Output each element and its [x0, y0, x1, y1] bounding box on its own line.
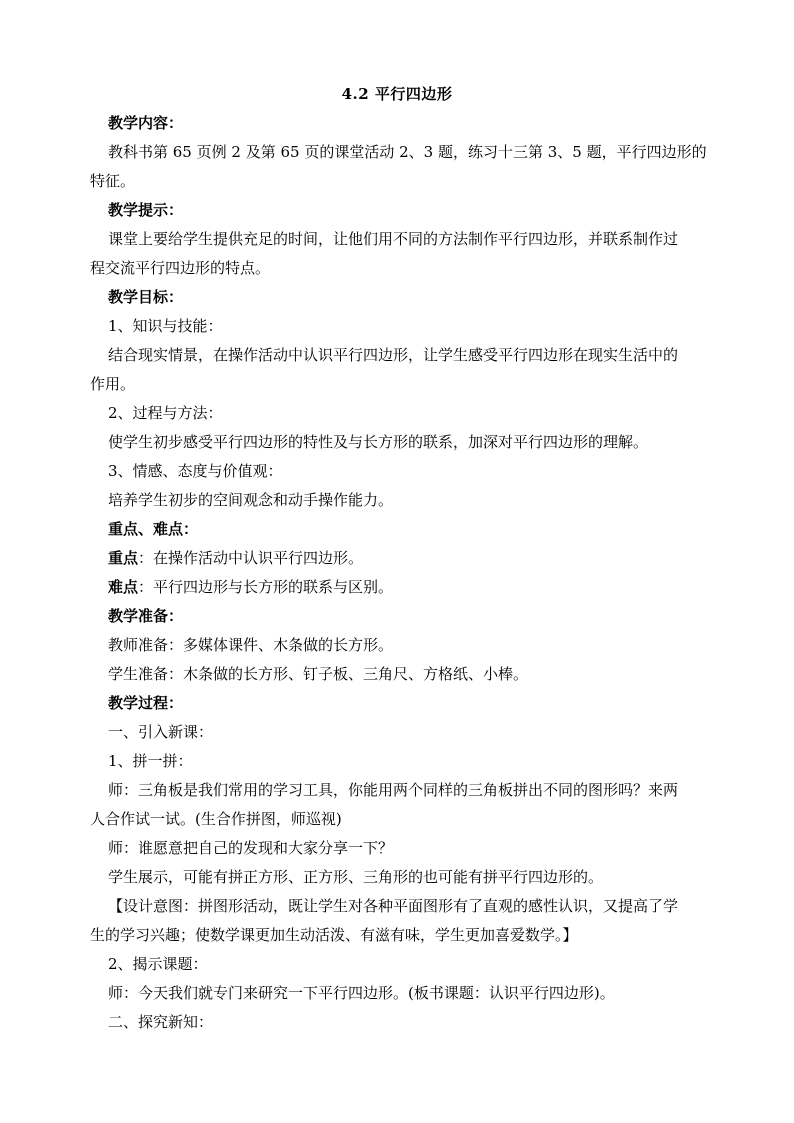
- prep-teacher: 教师准备：多媒体课件、木条做的长方形。: [108, 636, 394, 654]
- key-text: ：在操作活动中认识平行四边形。: [138, 549, 364, 567]
- key-heading: 重点、难点：: [108, 520, 199, 538]
- goal1-text-2: 作用。: [90, 375, 136, 393]
- teacher-line-1b: 人合作试一试。(生合作拼图，师巡视): [90, 810, 342, 828]
- step1-sub1: 1、拼一拼：: [108, 752, 193, 770]
- goal2-text: 使学生初步感受平行四边形的特性及与长方形的联系，加深对平行四边形的理解。: [108, 433, 649, 451]
- step1-sub2: 2、揭示课题：: [108, 955, 208, 973]
- content-text-1: 教科书第 65 页例 2 及第 65 页的课堂活动 2、3 题，练习十三第 3、5 题，平行四边形的: [108, 143, 707, 161]
- design-intent-1: 【设计意图：拼图形活动，既让学生对各种平面图形有了直观的感性认识，又提高了学: [108, 897, 679, 915]
- goal2-title: 2、过程与方法：: [108, 404, 223, 422]
- difficulty-text: ：平行四边形与长方形的联系与区别。: [138, 578, 394, 596]
- process-heading: 教学过程：: [108, 694, 184, 712]
- teacher-line-2: 师：谁愿意把自己的发现和大家分享一下？: [108, 839, 394, 857]
- teacher-line-3: 师：今天我们就专门来研究一下平行四边形。(板书课题：认识平行四边形)。: [108, 984, 615, 1002]
- goal3-title: 3、情感、态度与价值观：: [108, 462, 283, 480]
- hint-text-2: 程交流平行四边形的特点。: [90, 259, 271, 277]
- key-label: 重点: [108, 549, 139, 567]
- prep-student: 学生准备：木条做的长方形、钉子板、三角尺、方格纸、小棒。: [108, 665, 529, 683]
- prep-heading: 教学准备：: [108, 607, 184, 625]
- page-title: 4.2 平行四边形: [341, 85, 453, 103]
- step1-heading: 一、引入新课：: [108, 723, 214, 741]
- hint-heading: 教学提示：: [108, 201, 184, 219]
- hint-text-1: 课堂上要给学生提供充足的时间，让他们用不同的方法制作平行四边形，并联系制作过: [108, 230, 679, 248]
- content-heading: 教学内容：: [108, 114, 184, 132]
- design-intent-2: 生的学习兴趣；使数学课更加生动活泼、有滋有味，学生更加喜爱数学。】: [90, 926, 578, 944]
- student-line-1: 学生展示，可能有拼正方形、正方形、三角形的也可能有拼平行四边形的。: [108, 868, 604, 886]
- goal-heading: 教学目标：: [108, 288, 184, 306]
- goal1-title: 1、知识与技能：: [108, 317, 223, 335]
- difficulty-point: [108, 576, 393, 598]
- content-text-2: 特征。: [90, 172, 136, 190]
- teacher-line-1a: 师：三角板是我们常用的学习工具，你能用两个同样的三角板拼出不同的图形吗？来两: [108, 781, 679, 799]
- key-point: [108, 547, 363, 569]
- goal3-text: 培养学生初步的空间观念和动手操作能力。: [108, 491, 394, 509]
- goal1-text-1: 结合现实情景，在操作活动中认识平行四边形，让学生感受平行四边形在现实生活中的: [108, 346, 679, 364]
- difficulty-label: 难点: [108, 578, 139, 596]
- step2-heading: 二、探究新知：: [108, 1013, 214, 1031]
